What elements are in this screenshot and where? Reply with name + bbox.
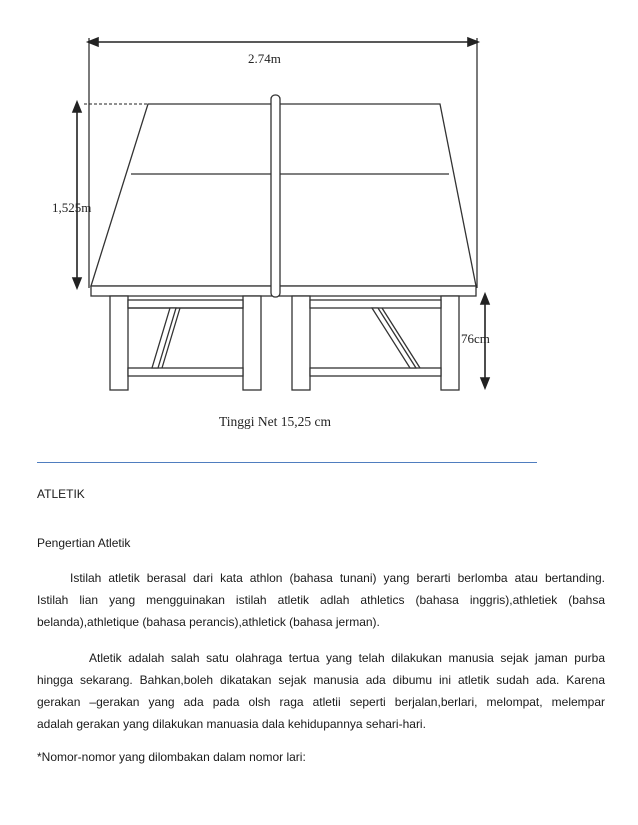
paragraph-2-line: hingga sekarang. Bahkan,boleh dikatakan sejak manusia ada dibumu ini atletik sudah ada. Karena [37,673,605,687]
figure-caption: Tinggi Net 15,25 cm [219,414,332,429]
paragraph-1-line: belanda),athletique (bahasa perancis),athletick (bahasa jerman). [37,615,380,629]
paragraph-2-line: gerakan –gerakan yang ada pada olsh raga atletii seperti berjalan,berlari, melompat, melempar [37,695,605,709]
paragraph-1-line: Istilah lian yang mengguinakan istilah atletik adlah athletics (bahasa inggris),athletiek (bahsa [37,593,605,607]
leg-height-label: 76cm [461,331,490,346]
right-leg-frame [292,296,459,390]
net [271,95,280,297]
heading: ATLETIK [37,487,85,501]
height-label: 1,525m [52,200,92,215]
left-leg-frame [110,296,261,390]
paragraph-2 [37,647,605,735]
note-text: *Nomor-nomor yang dilombakan dalam nomor lari: [37,750,306,764]
paragraph-1 [37,567,605,633]
paragraph-2-line: Atletik adalah salah satu olahraga tertua yang telah dilakukan manusia sejak jaman purba [89,651,605,665]
subheading: Pengertian Atletik [37,536,131,550]
paragraph-2-line: adalah gerakan yang dilakukan manuasia dala kehidupannya sehari-hari. [37,717,426,731]
width-label: 2.74m [248,51,281,66]
section-divider [37,462,537,463]
paragraph-1-line: Istilah atletik berasal dari kata athlon (bahasa tunani) yang berarti berlomba atau bertanding. [70,571,605,585]
table-top [91,104,476,296]
